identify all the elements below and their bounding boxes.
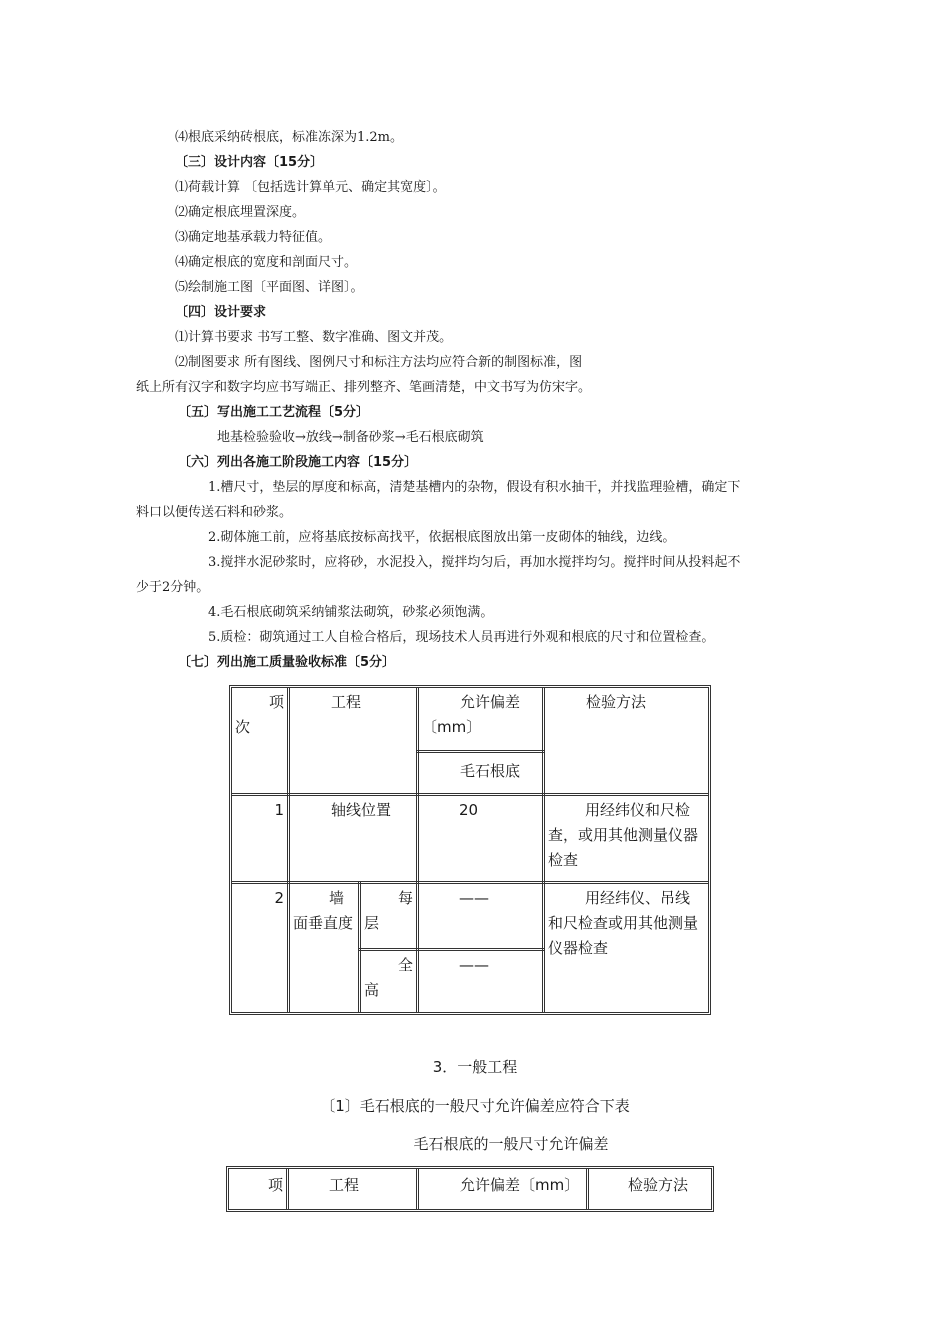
header-sub-stone-foundation: 毛石根底 [460,762,521,780]
text-line: ⑴荷载计算 〔包括选计算单元、确定其宽度〕。 [175,180,446,195]
text-line: ⑵制图要求 所有图线、图例尺寸和标注方法均应符合新的制图标准，图 [175,355,583,370]
table2-header-item: 项 [267,1176,283,1194]
section-heading: 〔三〕设计内容〔15分〕 [175,155,324,170]
table2-header-method: 检验方法 [628,1176,689,1194]
text-line: 5.质检：砌筑通过工人自检合格后，现场技术人员再进行外观和根底的尺寸和位置检查。 [208,630,715,645]
text-line: 料口以便传送石料和砂浆。 [136,505,293,520]
header-method: 检验方法 [586,693,647,711]
table-row-1-name: 轴线位置 [331,801,392,819]
section-title: 3．一般工程 [432,1058,518,1076]
text-line: ⑸绘制施工图〔平面图、详图〕。 [175,280,364,295]
quality-standard-table [229,685,711,1015]
section-heading: 〔六〕列出各施工阶段施工内容〔15分〕 [178,455,418,470]
table-row-2-method: 用经纬仪、吊线 和尺检查或用其他测量 仪器检查 [548,889,699,957]
table-row-2-no: 2 [274,889,284,907]
table-row-2-name: 墙 面垂直度 [293,889,354,932]
text-line: ⑴计算书要求 书写工整、数字准确、图文并茂。 [175,330,453,345]
text-line: 纸上所有汉字和数字均应书写端正、排列整齐、笔画清楚，中文书写为仿宋字。 [136,380,592,395]
header-project: 工程 [331,693,362,711]
header-tolerance: 允许偏差 〔mm〕 [422,693,521,736]
text-line: ⑷根底采纳砖根底，标准冻深为1.2m。 [175,130,404,145]
table-row-2-value-2: —— [459,956,489,974]
section-heading: 〔七〕列出施工质量验收标准〔5分〕 [178,655,396,670]
section-heading: 〔五〕写出施工工艺流程〔5分〕 [178,405,370,420]
tolerance-table [226,1166,714,1212]
header-item-no: 项 次 [235,693,284,736]
table-row-1-value: 20 [459,801,479,819]
table2-header-project: 工程 [329,1176,360,1194]
table-row-2-sub-full-height: 全 高 [364,956,413,999]
section-subtitle: 〔1〕毛石根底的一般尺寸允许偏差应符合下表 [320,1097,630,1115]
table-row-1-method: 用经纬仪和尺检 查，或用其他测量仪器 检查 [548,801,699,869]
text-line: ⑵确定根底埋置深度。 [175,205,306,220]
text-line: ⑷确定根底的宽度和剖面尺寸。 [175,255,358,270]
section-heading: 〔四〕设计要求 [175,305,267,320]
text-line: 2.砌体施工前，应将基底按标高找平，依据根底图放出第一皮砌体的轴线，边线。 [208,530,676,545]
table2-header-tolerance: 允许偏差〔mm〕 [460,1176,580,1194]
text-line: 1.槽尺寸，垫层的厚度和标高，清楚基槽内的杂物，假设有积水抽干，并找监理验槽，确定下 [208,480,741,495]
table-caption: 毛石根底的一般尺寸允许偏差 [413,1135,609,1153]
table-row-2-value-1: —— [459,889,489,907]
table-row-2-sub-each-floor: 每 层 [364,889,413,932]
text-line: ⑶确定地基承载力特征值。 [175,230,332,245]
text-line: 地基检验验收→放线→制备砂浆→毛石根底砌筑 [217,430,484,445]
text-line: 4.毛石根底砌筑采纳铺浆法砌筑，砂浆必须饱满。 [208,605,494,620]
table-row-1-no: 1 [274,801,284,819]
text-line: 3.搅拌水泥砂浆时，应将砂，水泥投入，搅拌均匀后，再加水搅拌均匀。搅拌时间从投料起不 [208,555,741,570]
text-line: 少于2分钟。 [136,580,210,595]
